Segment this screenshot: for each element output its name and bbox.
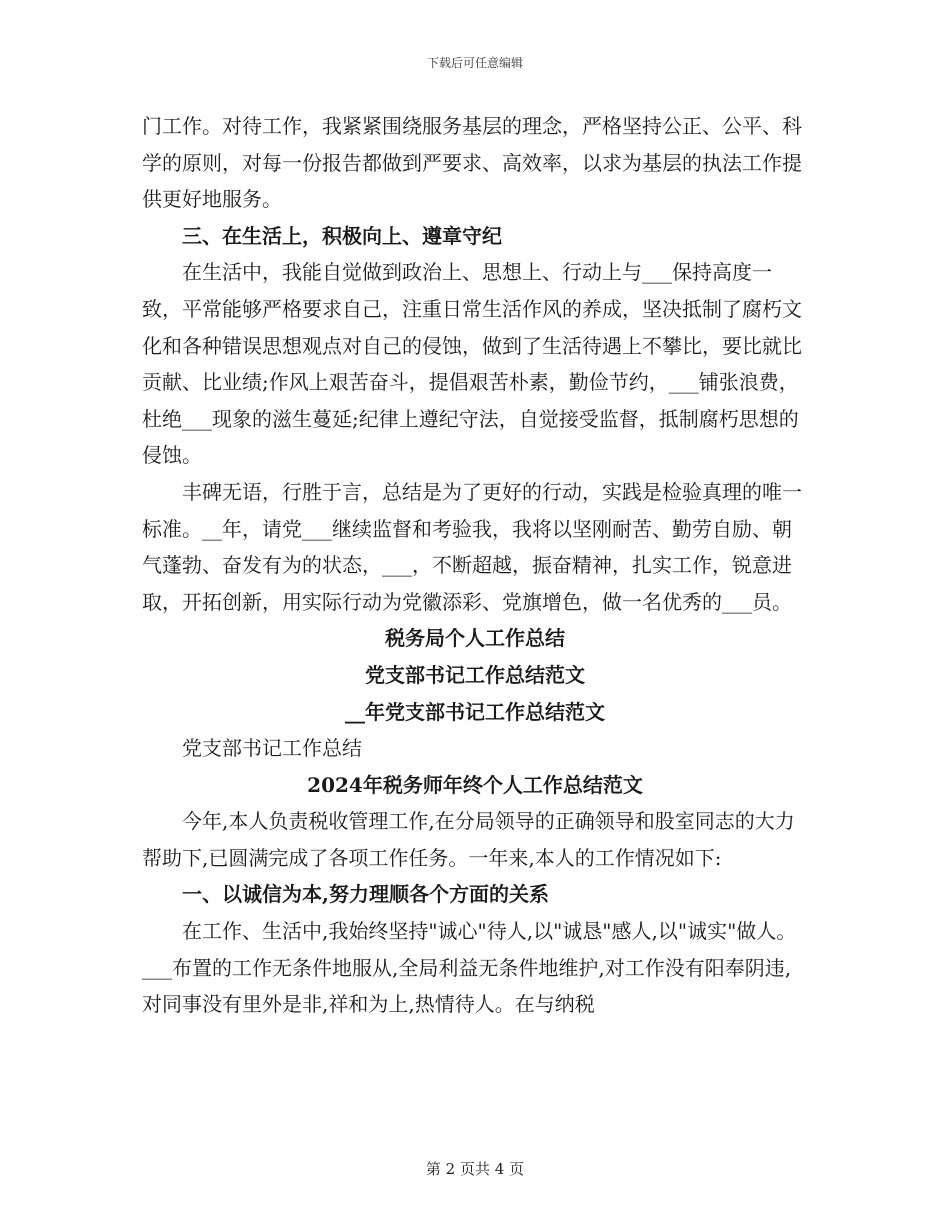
paragraph-intro: 今年,本人负责税收管理工作,在分局领导的正确领导和股室同志的大力帮助下,已圆满完成了各项工作任务。一年来,本人的工作情况如下: bbox=[142, 809, 795, 870]
page-number: 第 2 页共 4 页 bbox=[425, 1160, 525, 1178]
title-tax-bureau-summary: 税务局个人工作总结 bbox=[385, 626, 565, 651]
document-body bbox=[142, 108, 808, 1023]
paragraph-integrity: 在工作、生活中,我始终坚持"诚心"待人,以"诚恳"感人,以"诚实"做人。___布置的工作无条件地服从,全局利益无条件地维护,对工作没有阳奉阴违,对同事没有里外是非,祥和为上,热情待人。在与纳税 bbox=[142, 919, 797, 1017]
section-heading-1: 一、以诚信为本,努力理顺各个方面的关系 bbox=[182, 882, 549, 907]
paragraph-continued: 门工作。对待工作，我紧紧围绕服务基层的理念，严格坚持公正、公平、科学的原则，对每一份报告都做到严要求、高效率，以求为基层的执法工作提供更好地服务。 bbox=[142, 114, 802, 212]
title-party-secretary-summary: 党支部书记工作总结范文 bbox=[365, 662, 585, 687]
title-year-party-secretary-summary: __年党支部书记工作总结范文 bbox=[345, 699, 605, 724]
paragraph-life: 在生活中，我能自觉做到政治上、思想上、行动上与___保持高度一致，平常能够严格要求自己，注重日常生活作风的养成，坚决抵制了腐朽文化和各种错误思想观点对自己的侵蚀，做到了生活待遇上不攀比，要比就比贡献、比业绩;作风上艰苦奋斗，提倡艰苦朴素，勤俭节约，___铺张浪费，杜绝___现象的滋生蔓延;纪律上遵纪守法，自觉接受监督，抵制腐朽思想的侵蚀。 bbox=[142, 260, 802, 468]
paragraph-conclusion: 丰碑无语，行胜于言，总结是为了更好的行动，实践是检验真理的唯一标准。__年，请党___继续监督和考验我，我将以坚刚耐苦、勤劳自励、朝气蓬勃、奋发有为的状态，___，不断超越，振奋精神，扎实工作，锐意进取，开拓创新，用实际行动为党徽添彩、党旗增色，做一名优秀的___员。 bbox=[142, 479, 802, 614]
plain-line-party-secretary: 党支部书记工作总结 bbox=[182, 736, 362, 761]
title-tax-accountant-summary: 2024年税务师年终个人工作总结范文 bbox=[307, 772, 643, 797]
section-heading-3: 三、在生活上，积极向上、遵章守纪 bbox=[182, 223, 502, 248]
page-header-note: 下载后可任意编辑 bbox=[426, 56, 523, 70]
